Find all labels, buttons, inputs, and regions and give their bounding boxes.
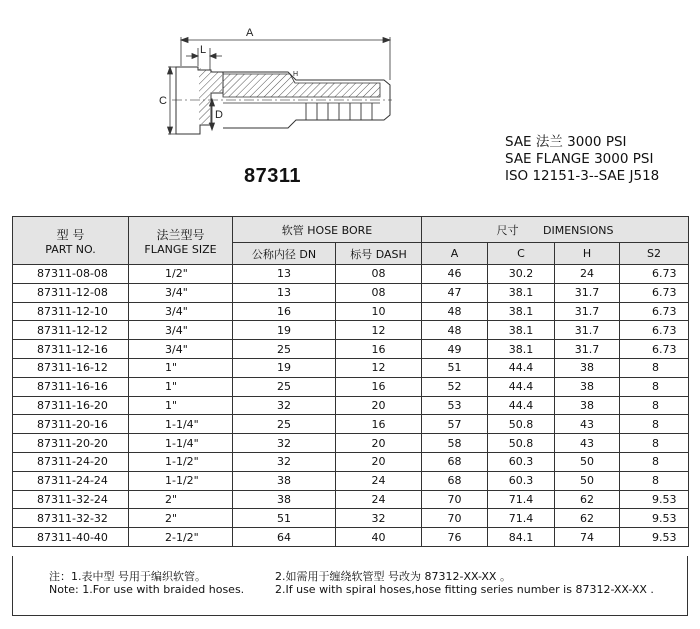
cell-s2: 8 [620, 452, 689, 471]
cell-c: 38.1 [488, 302, 555, 321]
header-h: H [555, 243, 620, 265]
header-flange-size: 法兰型号 FLANGE SIZE [129, 217, 233, 265]
cell-s2: 9.53 [620, 490, 689, 509]
dim-d [210, 99, 215, 130]
cell-dash: 12 [336, 358, 422, 377]
cell-c: 44.4 [488, 396, 555, 415]
cell-c: 60.3 [488, 471, 555, 490]
table-body [13, 265, 689, 547]
cell-part-no: 87311-40-40 [13, 528, 129, 547]
table-row [13, 490, 689, 509]
cell-c: 44.4 [488, 377, 555, 396]
header-dn: 公称内径 DN [233, 243, 336, 265]
cell-a: 52 [422, 377, 488, 396]
cell-part-no: 87311-12-16 [13, 340, 129, 359]
table-row [13, 396, 689, 415]
cell-h: 38 [555, 358, 620, 377]
cell-a: 47 [422, 283, 488, 302]
cell-h: 62 [555, 509, 620, 528]
cell-a: 48 [422, 302, 488, 321]
cell-flange-size: 1-1/2" [129, 452, 233, 471]
cell-a: 57 [422, 415, 488, 434]
cell-part-no: 87311-12-12 [13, 321, 129, 340]
cell-s2: 6.73 [620, 321, 689, 340]
table-row [13, 283, 689, 302]
cell-flange-size: 2" [129, 509, 233, 528]
cell-flange-size: 1-1/4" [129, 434, 233, 453]
cell-dn: 32 [233, 396, 336, 415]
cell-h: 24 [555, 265, 620, 284]
cell-part-no: 87311-20-16 [13, 415, 129, 434]
cell-dn: 32 [233, 434, 336, 453]
cell-flange-size: 3/4" [129, 302, 233, 321]
header-s2: S2 [620, 243, 689, 265]
cell-flange-size: 2" [129, 490, 233, 509]
cell-dash: 20 [336, 396, 422, 415]
header-dash: 标号 DASH [336, 243, 422, 265]
cell-a: 48 [422, 321, 488, 340]
cell-h: 43 [555, 434, 620, 453]
cell-a: 46 [422, 265, 488, 284]
cell-h: 31.7 [555, 321, 620, 340]
cell-c: 71.4 [488, 490, 555, 509]
cell-flange-size: 3/4" [129, 340, 233, 359]
dim-c [168, 67, 177, 134]
cell-flange-size: 2-1/2" [129, 528, 233, 547]
dim-label-a: A [246, 27, 254, 39]
cell-s2: 8 [620, 434, 689, 453]
note-1-en: Note: 1.For use with braided hoses. [49, 583, 245, 596]
cell-h: 74 [555, 528, 620, 547]
table-row [13, 415, 689, 434]
cell-c: 38.1 [488, 340, 555, 359]
cell-a: 70 [422, 509, 488, 528]
cell-h: 31.7 [555, 302, 620, 321]
cell-part-no: 87311-32-24 [13, 490, 129, 509]
table-row [13, 358, 689, 377]
cell-c: 30.2 [488, 265, 555, 284]
cell-dn: 38 [233, 471, 336, 490]
cell-h: 31.7 [555, 283, 620, 302]
cell-part-no: 87311-08-08 [13, 265, 129, 284]
cell-s2: 8 [620, 377, 689, 396]
cell-h: 62 [555, 490, 620, 509]
note-2-en: 2.If use with spiral hoses,hose fitting series number is 87312-XX-XX . [275, 583, 654, 596]
cell-s2: 9.53 [620, 528, 689, 547]
cell-c: 84.1 [488, 528, 555, 547]
serrations [306, 103, 372, 120]
cell-c: 71.4 [488, 509, 555, 528]
cell-dn: 51 [233, 509, 336, 528]
cell-dash: 32 [336, 509, 422, 528]
table-row [13, 434, 689, 453]
cell-s2: 6.73 [620, 340, 689, 359]
cell-a: 58 [422, 434, 488, 453]
cell-flange-size: 1/2" [129, 265, 233, 284]
cell-dash: 08 [336, 283, 422, 302]
cell-part-no: 87311-24-24 [13, 471, 129, 490]
cell-dash: 16 [336, 377, 422, 396]
table-row [13, 321, 689, 340]
cell-c: 38.1 [488, 283, 555, 302]
notes-box [12, 556, 688, 616]
note-2-cn: 2.如需用于缠绕软管型 号改为 87312-XX-XX 。 [275, 570, 511, 583]
cell-a: 70 [422, 490, 488, 509]
cell-part-no: 87311-32-32 [13, 509, 129, 528]
cell-part-no: 87311-16-12 [13, 358, 129, 377]
header-part-no: 型 号 PART NO. [13, 217, 129, 265]
cell-flange-size: 1" [129, 358, 233, 377]
cell-a: 68 [422, 471, 488, 490]
cell-s2: 8 [620, 471, 689, 490]
cell-dash: 20 [336, 434, 422, 453]
cell-dash: 12 [336, 321, 422, 340]
body-hatch [223, 74, 380, 97]
table-row [13, 452, 689, 471]
cell-h: 43 [555, 415, 620, 434]
cell-dn: 19 [233, 321, 336, 340]
cell-part-no: 87311-16-20 [13, 396, 129, 415]
table-row [13, 528, 689, 547]
cell-dn: 32 [233, 452, 336, 471]
table-row [13, 265, 689, 284]
cell-dash: 08 [336, 265, 422, 284]
header-hose-bore: 软管 HOSE BORE [233, 217, 422, 243]
header-c: C [488, 243, 555, 265]
cell-part-no: 87311-12-08 [13, 283, 129, 302]
note-1-cn: 注：1.表中型 号用于编织软管。 [49, 570, 206, 583]
cell-h: 38 [555, 377, 620, 396]
cell-s2: 9.53 [620, 509, 689, 528]
cell-h: 31.7 [555, 340, 620, 359]
cell-a: 53 [422, 396, 488, 415]
cell-s2: 8 [620, 396, 689, 415]
cell-flange-size: 1" [129, 396, 233, 415]
table-row [13, 471, 689, 490]
header-a: A [422, 243, 488, 265]
model-number: 87311 [244, 165, 302, 187]
cell-dn: 64 [233, 528, 336, 547]
dim-label-d: D [215, 109, 223, 121]
table-row [13, 302, 689, 321]
cell-dash: 20 [336, 452, 422, 471]
cell-part-no: 87311-12-10 [13, 302, 129, 321]
cell-dash: 40 [336, 528, 422, 547]
cell-h: 38 [555, 396, 620, 415]
cell-s2: 8 [620, 415, 689, 434]
cell-dn: 25 [233, 415, 336, 434]
cell-dn: 13 [233, 265, 336, 284]
table-row [13, 377, 689, 396]
cell-dash: 16 [336, 340, 422, 359]
spec-line-3: ISO 12151-3--SAE J518 [505, 168, 660, 184]
spec-line-1: SAE 法兰 3000 PSI [505, 134, 627, 150]
table-row [13, 509, 689, 528]
cell-s2: 6.73 [620, 302, 689, 321]
cell-h: 50 [555, 452, 620, 471]
cell-a: 49 [422, 340, 488, 359]
cell-dn: 19 [233, 358, 336, 377]
cell-part-no: 87311-24-20 [13, 452, 129, 471]
cell-c: 38.1 [488, 321, 555, 340]
cell-c: 60.3 [488, 452, 555, 471]
cell-a: 76 [422, 528, 488, 547]
dim-label-l: L [200, 44, 207, 56]
spec-line-2: SAE FLANGE 3000 PSI [505, 151, 654, 167]
dimensions-table [12, 216, 689, 547]
cell-a: 51 [422, 358, 488, 377]
table-row [13, 340, 689, 359]
cell-dash: 16 [336, 415, 422, 434]
cell-h: 50 [555, 471, 620, 490]
cell-dash: 10 [336, 302, 422, 321]
cell-flange-size: 1-1/4" [129, 415, 233, 434]
cell-dash: 24 [336, 490, 422, 509]
dim-label-c: C [159, 95, 167, 107]
cell-dn: 25 [233, 377, 336, 396]
cell-flange-size: 1-1/2" [129, 471, 233, 490]
cell-dn: 25 [233, 340, 336, 359]
cell-dn: 38 [233, 490, 336, 509]
cell-s2: 8 [620, 358, 689, 377]
cell-dn: 16 [233, 302, 336, 321]
cell-c: 44.4 [488, 358, 555, 377]
cell-flange-size: 1" [129, 377, 233, 396]
cell-dash: 24 [336, 471, 422, 490]
cell-c: 50.8 [488, 415, 555, 434]
cell-flange-size: 3/4" [129, 321, 233, 340]
cell-part-no: 87311-16-16 [13, 377, 129, 396]
cell-c: 50.8 [488, 434, 555, 453]
dim-label-h: H [293, 71, 299, 78]
cell-part-no: 87311-20-20 [13, 434, 129, 453]
cell-flange-size: 3/4" [129, 283, 233, 302]
cell-a: 68 [422, 452, 488, 471]
cell-dn: 13 [233, 283, 336, 302]
cell-s2: 6.73 [620, 283, 689, 302]
cell-s2: 6.73 [620, 265, 689, 284]
header-dimensions: 尺寸 DIMENSIONS [422, 217, 689, 243]
